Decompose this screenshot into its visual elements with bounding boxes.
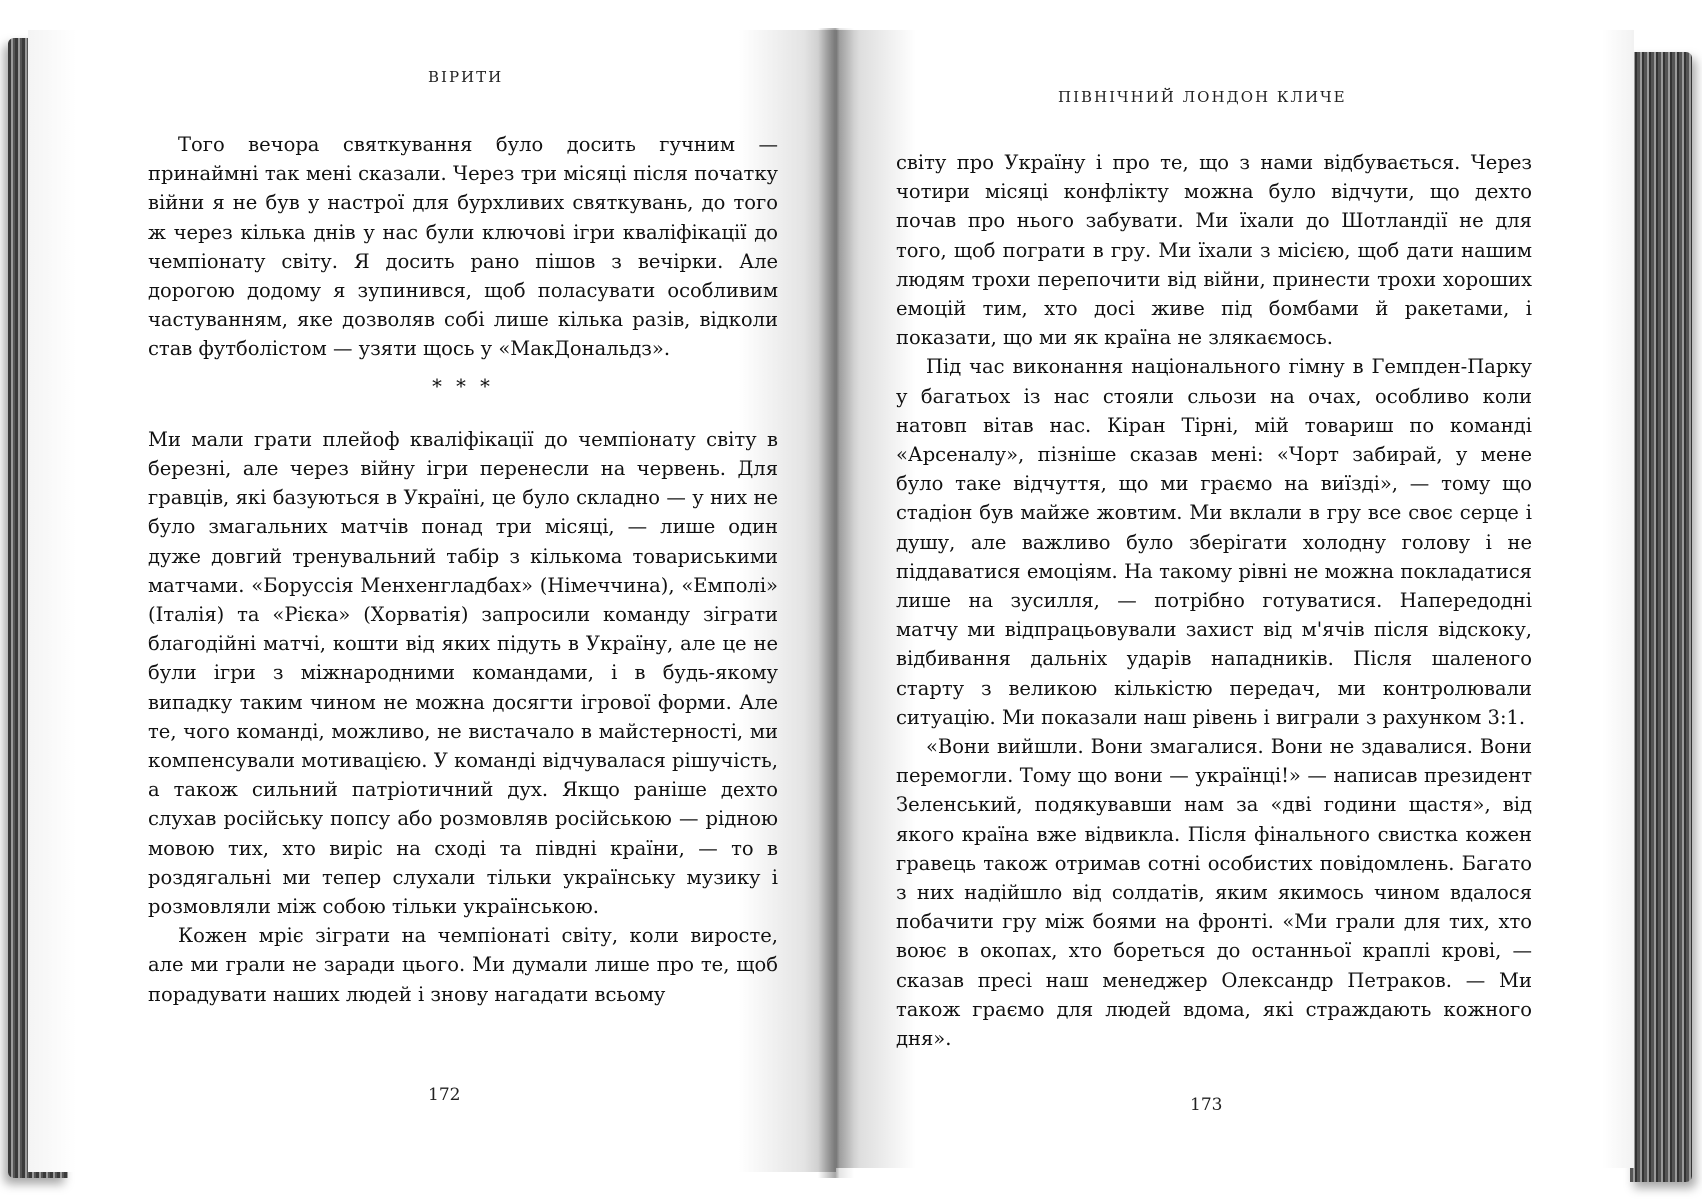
- right-page: [836, 30, 1634, 1168]
- paragraph: «Вони вийшли. Вони змагалися. Вони не здавалися. Вони перемогли. Тому що вони — українці!» — написав президент Зеленський, подякувавши нам за «дві години щастя», від якого країна вже відвикла. Після фінального свистка кожен гравець також отримав сотні особистих повідомлень. Багато з них надійшло від солдатів, яким якимось чином вдалося побачити гру між боями на фронті. «Ми грали для тих, хто воює в окопах, хто бореться до останньої краплі крові, — сказав пресі наш менеджер Олександр Петраков. — Ми також граємо для людей вдома, які страждають кожного дня».: [896, 735, 1532, 1051]
- paragraph: Кожен мріє зіграти на чемпіонаті світу, коли виросте, але ми грали не заради цього. Ми думали лише про те, щоб порадувати наших людей і знову нагадати всьому: [148, 924, 778, 1006]
- left-page: [28, 30, 836, 1172]
- right-page-text: [896, 148, 1532, 1053]
- right-running-head: ПІВНІЧНИЙ ЛОНДОН КЛИЧЕ: [1058, 88, 1347, 106]
- left-page-number: 172: [428, 1085, 461, 1105]
- right-page-edges: [1630, 52, 1692, 1182]
- paragraph: Того вечора святкування було досить гучним — принаймні так мені сказали. Через три місяці після початку війни я не був у настрої для бурхливих святкувань, до того ж через кілька днів у нас були ключові ігри кваліфікації до чемпіонату світу. Я досить рано пішов з вечірки. Але дорогою додому я зупинився, щоб поласувати особливим частуванням, яке дозволяв собі лише кілька разів, відколи став футболістом — узяти щось у «МакДональдз».: [148, 133, 778, 361]
- paragraph: Ми мали грати плейоф кваліфікації до чемпіонату світу в березні, але через війну ігри перенесли на червень. Для гравців, які базуються в Україні, це було складно — у них не було змагальних матчів понад три місяці, — лише один дуже довгий тренувальний табір з кількома товариськими матчами. «Боруссія Менхенгладбах» (Німеччина), «Емполі» (Італія) та «Рієка» (Хорватія) запросили команду зіграти благодійні матчі, кошти від яких підуть в Україну, але це не були ігри з міжнародними командами, і в будь-якому випадку таким чином не можна досягти ігрової форми. Але те, чого команді, можливо, не вистачало в майстерності, ми компенсували мотивацією. У команді відчувалася рішучість, а також сильний патріотичний дух. Якщо раніше дехто слухав російську попсу або розмовляв російською — рідною мовою тих, хто виріс на сході та півдні країни, — то в роздягальні ми тепер слухали тільки українську музику і розмовляли між собою тільки українською.: [148, 427, 778, 919]
- book-gutter-shadow: [818, 28, 854, 1178]
- left-page-text: [148, 130, 778, 1009]
- paragraph: Під час виконання національного гімну в Гемпден-Парку у багатьох із нас стояли сльози на очах, особливо коли натовп вітав нас. Кіран Тірні, мій товариш по команді «Арсеналу», пізніше сказав мені: «Чорт забирай, у мене було таке відчуття, що ми граємо на виїзді», — тому що стадіон був майже жовтим. Ми вклали в гру все своє серце і душу, але важливо було зберігати холодну голову і не піддаватися емоціям. На такому рівні не можна покладатися лише на зусилля, — потрібно готуватися. Напередодні матчу ми відпрацьовували захист від м'ячів після відскоку, відбивання дальніх ударів нападників. Після шаленого старту з великою кількістю передач, ми контролювали ситуацію. Ми показали наш рівень і виграли з рахунком 3:1.: [896, 355, 1532, 729]
- paragraph: світу про Україну і про те, що з нами відбувається. Через чотири місяці конфлікту можна було відчути, що дехто почав про нього забувати. Ми їхали до Шотландії не для того, щоб пограти в гру. Ми їхали з місією, щоб дати нашим людям трохи перепочити від війни, принести трохи хороших емоцій тим, хто досі живе під бомбами й ракетами, і показати, що ми як країна не злякаємось.: [896, 151, 1532, 350]
- left-running-head: ВІРИТИ: [428, 68, 504, 86]
- right-page-number: 173: [1190, 1095, 1223, 1115]
- section-separator: * * *: [432, 374, 494, 398]
